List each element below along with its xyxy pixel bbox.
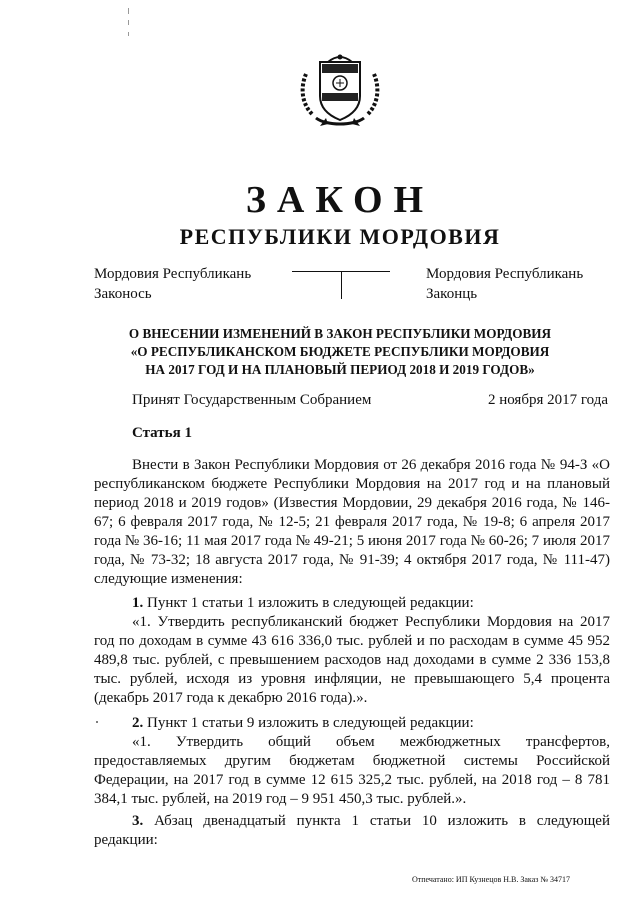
item-2-quote: «1. Утвердить общий объем межбюджетных трансфертов, предоставляемых другим бюджетам бюджетной системы Российской Федерации, на 2017 год в сумме 12 615 325,2 тыс. рублей, на 2018 год – 8 781 384,1 тыс. рублей, на 2019 год – 9 951 450,3 тыс. рублей.». (94, 734, 610, 807)
margin-mark (128, 8, 129, 14)
document-title: ЗАКОН (245, 179, 435, 221)
law-title-line3: НА 2017 ГОД И НА ПЛАНОВЫЙ ПЕРИОД 2018 И 2019 ГОДОВ» (145, 362, 535, 377)
item-2-text: Пункт 1 статьи 9 изложить в следующей редакции: (143, 715, 474, 731)
margin-mark (128, 20, 129, 25)
item-1-text: Пункт 1 статьи 1 изложить в следующей редакции: (143, 595, 474, 611)
item-2-number: 2. (132, 715, 144, 731)
intro-paragraph: Внести в Закон Республики Мордовия от 26 декабря 2016 года № 94-З «О республиканском бюджете Республики Мордовия на 2017 год и на плановый период 2018 и 2019 годов» (Известия Мордовии, 29 декабря 2016 года, № 146-67; 6 февраля 2017 года, № 12-5; 21 февраля 2017 года, № 19-8; 6 апреля 2017 года № 36-16; 11 мая 2017 года № 49-21; 5 июня 2017 года № 60-26; 7 июля 2017 года, № 73-32; 18 августа 2017 года, № 91-39; 4 октября 2017 года, № 111-47) следующие изменения: (94, 457, 610, 587)
header-divider-stem (341, 271, 342, 299)
item-3-heading (94, 812, 610, 850)
adoption-text: Принят Государственным Собранием (132, 392, 372, 408)
item-1-heading (94, 594, 610, 613)
coat-of-arms-icon (298, 52, 382, 130)
item-3-number: 3. (132, 813, 144, 829)
item-1-quote: «1. Утвердить республиканский бюджет Республики Мордовия на 2017 год по доходам в сумме 43 616 336,0 тыс. рублей и по расходам в сумме 45 952 489,8 тыс. рублей, с превышением расходов над доходами в сумме 2 336 153,8 тыс. рублей, исходя из уровня инфляции, не превышающего 5,4 процента (декабрь 2017 года к декабрю 2016 года).». (94, 614, 610, 706)
item-1-number: 1. (132, 595, 144, 611)
print-footer: Отпечатано: ИП Кузнецов Н.В. Заказ № 34717 (412, 875, 571, 884)
header-left-line1: Мордовия Республикань (94, 266, 252, 282)
adoption-date: 2 ноября 2017 года (487, 392, 608, 408)
item-2 (94, 714, 610, 809)
item-3-text: Абзац двенадцатый пункта 1 статьи 10 изложить в следующей редакции: (94, 813, 610, 848)
law-title-line2: «О РЕСПУБЛИКАНСКОМ БЮДЖЕТЕ РЕСПУБЛИКИ МОРДОВИЯ (130, 344, 550, 359)
law-title (90, 325, 590, 379)
document-subtitle: РЕСПУБЛИКИ МОРДОВИЯ (179, 224, 501, 249)
header-right (426, 264, 583, 304)
margin-mark (128, 32, 129, 36)
article-heading: Статья 1 (132, 425, 192, 441)
header-left-line2: Законось (94, 286, 152, 302)
header-right-line1: Мордовия Республикань (426, 266, 584, 282)
item-2-heading (94, 714, 610, 733)
law-title-line1: О ВНЕСЕНИИ ИЗМЕНЕНИЙ В ЗАКОН РЕСПУБЛИКИ МОРДОВИЯ (128, 326, 552, 341)
header-left (94, 264, 251, 304)
item-1 (94, 594, 610, 708)
item-3 (94, 812, 610, 850)
header-right-line2: Законць (426, 286, 478, 302)
